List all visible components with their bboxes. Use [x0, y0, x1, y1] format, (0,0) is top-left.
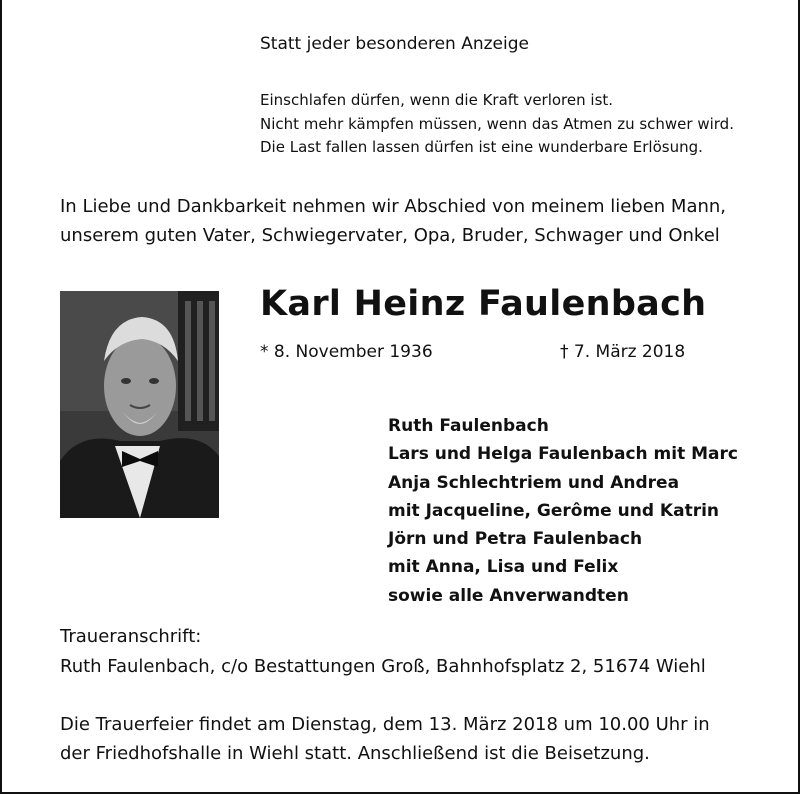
mourners-list	[388, 412, 738, 610]
portrait-photo	[60, 291, 219, 518]
farewell-line: In Liebe und Dankbarkeit nehmen wir Abschied von meinem lieben Mann,	[60, 196, 727, 217]
farewell-text	[60, 192, 726, 250]
birth-date: * 8. November 1936	[260, 342, 433, 362]
mourner-line: Ruth Faulenbach	[388, 416, 549, 436]
mourner-line: Anja Schlechtriem und Andrea	[388, 472, 680, 493]
service-info	[60, 710, 710, 768]
death-date: † 7. März 2018	[560, 342, 686, 362]
mourner-line: Lars und Helga Faulenbach mit Marc	[388, 444, 738, 465]
notice-intro: Statt jeder besonderen Anzeige	[260, 34, 529, 54]
poem-line: Einschlafen dürfen, wenn die Kraft verloren ist.	[260, 91, 614, 109]
mourning-address: Ruth Faulenbach, c/o Bestattungen Groß, Bahnhofsplatz 2, 51674 Wiehl	[60, 656, 706, 677]
poem-line: Die Last fallen lassen dürfen ist eine wunderbare Erlösung.	[260, 138, 703, 156]
farewell-line: unserem guten Vater, Schwiegervater, Opa, Bruder, Schwager und Onkel	[60, 225, 720, 246]
poem-line: Nicht mehr kämpfen müssen, wenn das Atmen zu schwer wird.	[260, 114, 734, 133]
mourner-line: mit Anna, Lisa und Felix	[388, 557, 619, 578]
mourner-line: sowie alle Anverwandten	[388, 585, 629, 606]
address-label: Traueranschrift:	[60, 626, 202, 647]
service-line: der Friedhofshalle in Wiehl statt. Anschließend ist die Beisetzung.	[60, 743, 650, 764]
poem	[260, 89, 734, 160]
mourner-line: mit Jacqueline, Gerôme und Katrin	[388, 500, 720, 521]
deceased-name: Karl Heinz Faulenbach	[260, 284, 707, 324]
mourner-line: Jörn und Petra Faulenbach	[388, 529, 643, 550]
service-line: Die Trauerfeier findet am Dienstag, dem 13. März 2018 um 10.00 Uhr in	[60, 714, 710, 735]
